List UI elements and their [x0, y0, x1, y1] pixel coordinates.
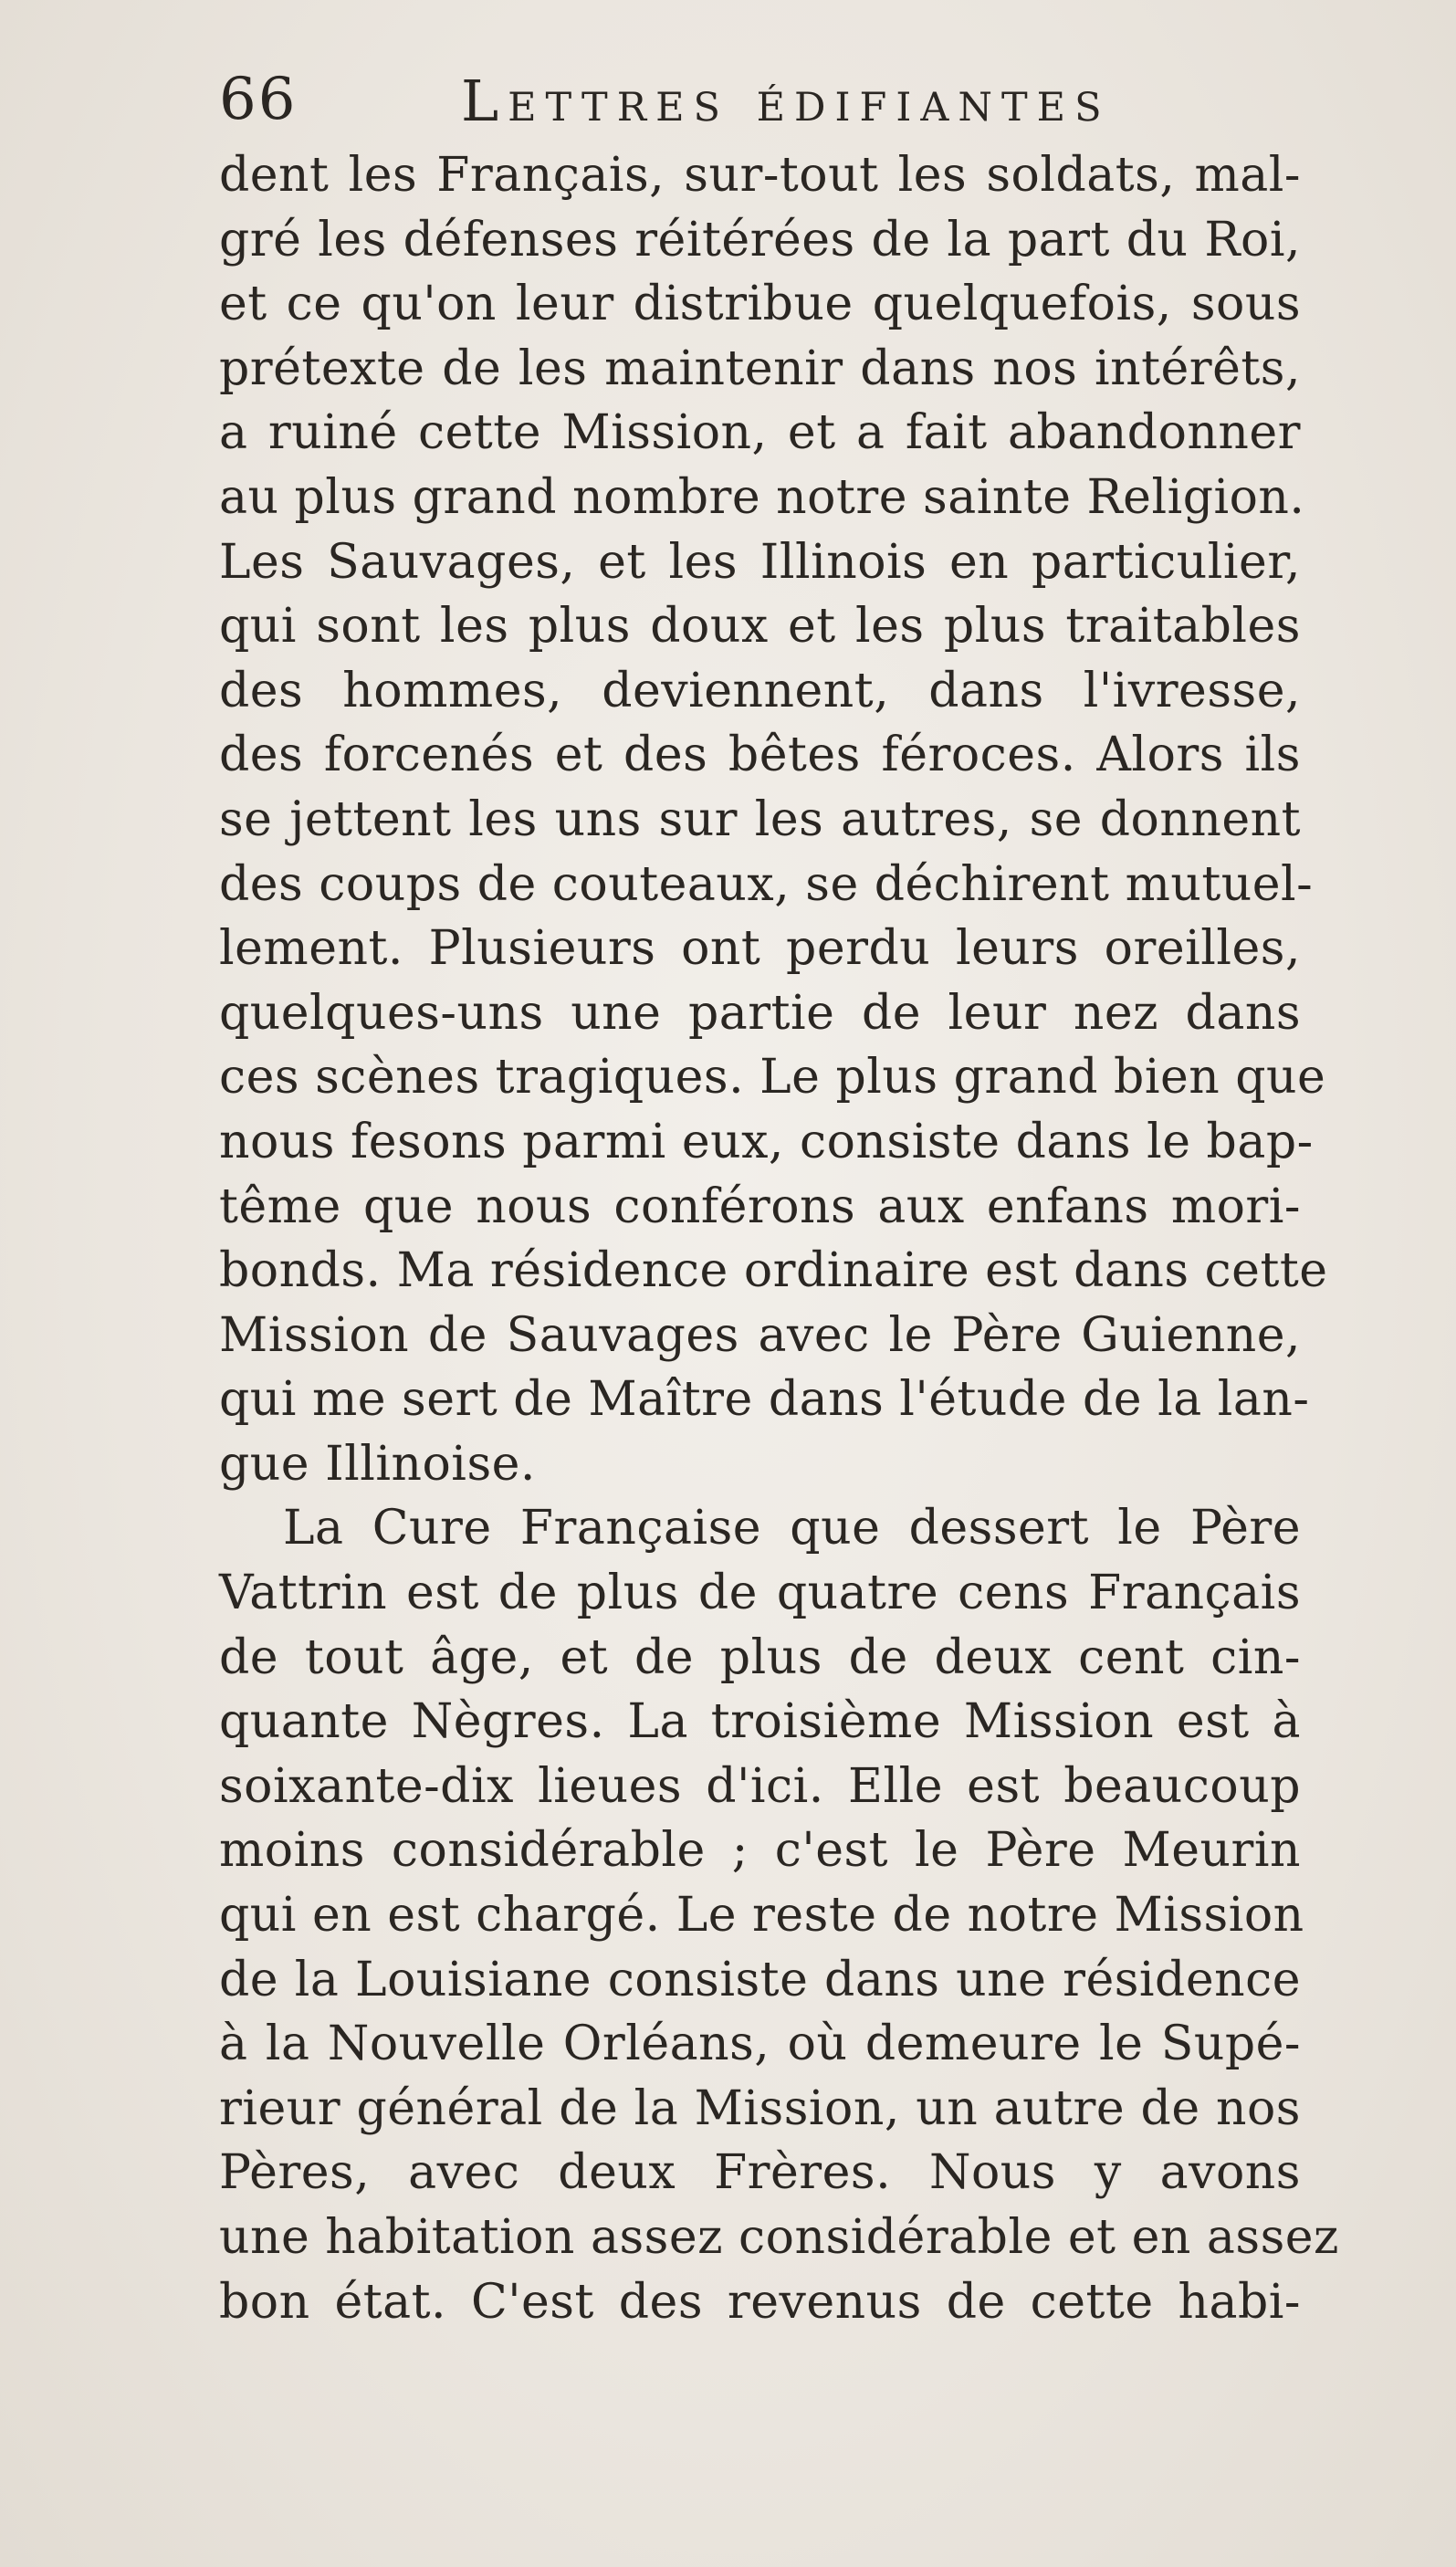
text-line: au plus grand nombre notre sainte Religion. [219, 469, 1305, 525]
body-text [219, 143, 1339, 2334]
text-line: Vattrin est de plus de quatre cens Français [219, 1566, 1301, 1621]
text-line: lement. Plusieurs ont perdu leurs oreilles, [219, 921, 1301, 977]
text-line: gré les défenses réitérées de la part du Roi, [219, 212, 1301, 267]
text-line: des forcenés et des bêtes féroces. Alors ils [219, 728, 1301, 783]
text-line: dent les Français, sur-tout les soldats, mal- [219, 148, 1301, 203]
text-line: qui sont les plus doux et les plus traitables [219, 599, 1301, 655]
text-line: moins considérable ; c'est le Père Meurin [219, 1823, 1301, 1879]
text-line: qui en est chargé. Le reste de notre Mission [219, 1888, 1304, 1944]
text-line: une habitation assez considérable et en assez [219, 2210, 1339, 2265]
text-line: prétexte de les maintenir dans nos intérêts, [219, 341, 1301, 396]
text-line: qui me sert de Maître dans l'étude de la lan- [219, 1372, 1310, 1428]
paragraph-start-line: La Cure Française que dessert le Père [283, 1501, 1301, 1556]
paragraph-end-line: gue Illinoise. [219, 1436, 536, 1492]
page-header [219, 66, 1296, 148]
text-line: et ce qu'on leur distribue quelquefois, sous [219, 277, 1301, 332]
text-line: de la Louisiane consiste dans une résidence [219, 1952, 1301, 2007]
text-line: tême que nous conférons aux enfans mori- [219, 1179, 1301, 1234]
text-line: rieur général de la Mission, un autre de nos [219, 2080, 1301, 2136]
page-number: 66 [219, 66, 298, 133]
text-line: bonds. Ma résidence ordinaire est dans cette [219, 1243, 1328, 1299]
text-line: a ruiné cette Mission, et a fait abandonner [219, 405, 1301, 461]
text-line: ces scènes tragiques. Le plus grand bien que [219, 1050, 1326, 1105]
text-line: bon état. C'est des revenus de cette habi- [219, 2274, 1301, 2330]
text-line: de tout âge, et de plus de deux cent cin- [219, 1629, 1301, 1685]
text-line: soixante-dix lieues d'ici. Elle est beaucoup [219, 1758, 1301, 1814]
text-line: quante Nègres. La troisième Mission est à [219, 1694, 1301, 1750]
text-line: à la Nouvelle Orléans, où demeure le Supé- [219, 2017, 1301, 2072]
text-line: se jettent les uns sur les autres, se donnent [219, 791, 1301, 847]
text-line: Les Sauvages, et les Illinois en particulier, [219, 534, 1301, 590]
text-line: Pères, avec deux Frères. Nous y avons [219, 2145, 1301, 2201]
text-line: des coups de couteaux, se déchirent mutuel- [219, 856, 1314, 912]
text-line: des hommes, deviennent, dans l'ivresse, [219, 663, 1301, 718]
text-line: Mission de Sauvages avec le Père Guienne, [219, 1307, 1301, 1363]
text-line: nous fesons parmi eux, consiste dans le bap- [219, 1114, 1314, 1169]
running-title: Lettres édifiantes [461, 68, 1111, 134]
text-line: quelques-uns une partie de leur nez dans [219, 985, 1301, 1041]
